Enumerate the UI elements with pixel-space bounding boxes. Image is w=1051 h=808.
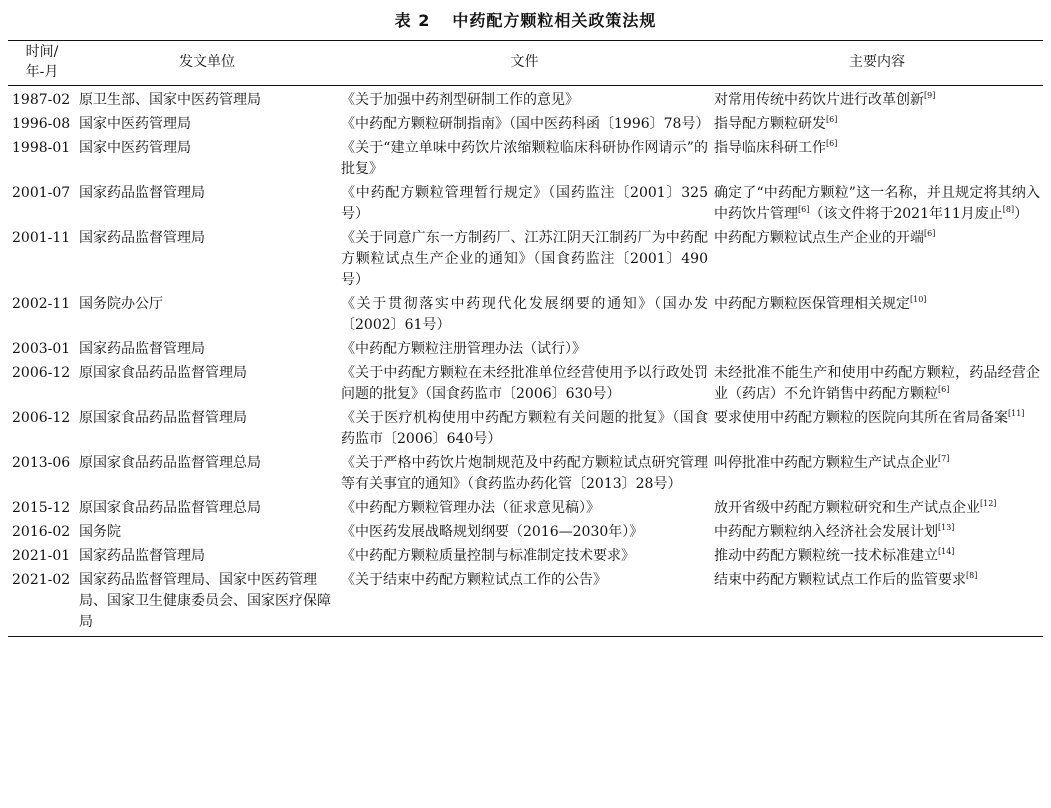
cell-document: 《关于结束中药配方颗粒试点工作的公告》 <box>338 569 711 637</box>
table-row <box>8 182 1043 227</box>
reference-mark: [10] <box>910 295 927 304</box>
cell-document: 《关于同意广东一方制药厂、江苏江阴天江制药厂为中药配方颗粒试点生产企业的通知》（国食药监注〔2001〕490号） <box>341 230 708 288</box>
policy-table <box>8 40 1043 637</box>
cell-issuer: 原国家食品药品监督管理总局 <box>79 455 261 471</box>
reference-mark: [6] <box>798 205 810 214</box>
cell-issuer: 国务院 <box>79 524 121 540</box>
content-text: 中药配方颗粒医保管理相关规定 <box>714 296 910 312</box>
cell-issuer: 原卫生部、国家中医药管理局 <box>79 92 261 108</box>
header-content: 主要内容 <box>711 41 1043 86</box>
table-row <box>8 497 1043 521</box>
cell-date: 1996-08 <box>12 116 71 132</box>
cell-date: 2015-12 <box>12 500 71 516</box>
cell-issuer: 国家药品监督管理局 <box>79 341 205 357</box>
reference-mark: [6] <box>826 115 838 124</box>
cell-date: 2021-02 <box>8 569 76 637</box>
cell-date: 2001-07 <box>12 185 71 201</box>
content-text: 要求使用中药配方颗粒的医院向其所在省局备案 <box>714 410 1008 426</box>
cell-issuer: 原国家食品药品监督管理局 <box>79 365 247 381</box>
cell-content <box>711 182 1043 227</box>
cell-content <box>711 86 1043 114</box>
reference-mark: [11] <box>1008 409 1025 418</box>
reference-mark: [7] <box>938 454 950 463</box>
content-text: 推动中药配方颗粒统一技术标准建立 <box>714 548 938 564</box>
content-text: 叫停批准中药配方颗粒生产试点企业 <box>714 455 938 471</box>
header-issuer: 发文单位 <box>76 41 338 86</box>
cell-content <box>711 521 1043 545</box>
reference-mark: [8] <box>966 571 978 580</box>
cell-document: 《关于严格中药饮片炮制规范及中药配方颗粒试点研究管理等有关事宜的通知》（食药监办药化管〔2013〕28号） <box>341 455 708 492</box>
content-text: 确定了“中药配方颗粒”这一名称，并且规定将其纳入中药饮片管理 <box>714 185 1040 222</box>
header-document: 文件 <box>338 41 711 86</box>
cell-content <box>711 227 1043 293</box>
cell-content <box>711 569 1043 637</box>
cell-document: 《关于中药配方颗粒在未经批准单位经营使用予以行政处罚问题的批复》（国食药监市〔2006〕630号） <box>341 365 708 402</box>
cell-issuer: 原国家食品药品监督管理局 <box>79 410 247 426</box>
cell-document: 《关于加强中药剂型研制工作的意见》 <box>341 92 579 108</box>
cell-content <box>711 407 1043 452</box>
content-text: 中药配方颗粒试点生产企业的开端 <box>714 230 924 246</box>
reference-mark: [8] <box>1002 205 1015 214</box>
cell-date: 1987-02 <box>12 92 71 108</box>
cell-date: 2013-06 <box>12 455 71 471</box>
cell-issuer: 国家药品监督管理局、国家中医药管理局、国家卫生健康委员会、国家医疗保障局 <box>76 569 338 637</box>
cell-document: 《中药配方颗粒研制指南》（国中医药科函〔1996〕78号） <box>341 116 710 132</box>
cell-content <box>711 497 1043 521</box>
cell-date: 2003-01 <box>12 341 71 357</box>
cell-document: 《中药配方颗粒管理办法（征求意见稿）》 <box>341 500 600 516</box>
content-text: 未经批准不能生产和使用中药配方颗粒，药品经营企业（药店）不允许销售中药配方颗粒 <box>714 365 1040 402</box>
cell-issuer: 原国家食品药品监督管理总局 <box>79 500 261 516</box>
reference-mark: [12] <box>980 499 997 508</box>
reference-mark: [6] <box>826 139 838 148</box>
cell-document: 《关于“建立单味中药饮片浓缩颗粒临床科研协作网请示”的批复》 <box>341 140 708 177</box>
content-text: 放开省级中药配方颗粒研究和生产试点企业 <box>714 500 980 516</box>
table-row <box>8 113 1043 137</box>
cell-issuer: 国家药品监督管理局 <box>79 230 205 246</box>
table-row <box>8 86 1043 114</box>
table-title: 中药配方颗粒相关政策法规 <box>452 11 657 30</box>
cell-date: 2006-12 <box>12 410 71 426</box>
cell-issuer: 国务院办公厅 <box>79 296 163 312</box>
cell-document: 《中医药发展战略规划纲要（2016—2030年）》 <box>341 524 644 540</box>
content-text: 对常用传统中药饮片进行改革创新 <box>714 92 924 108</box>
table-row <box>8 545 1043 569</box>
table-label: 表 2 <box>394 11 431 30</box>
header-date-line2: 年-月 <box>25 64 59 80</box>
cell-content <box>711 545 1043 569</box>
table-header-row <box>8 41 1043 86</box>
reference-mark: [14] <box>938 547 955 556</box>
cell-issuer: 国家药品监督管理局 <box>79 548 205 564</box>
table-caption <box>0 8 1051 31</box>
table-row <box>8 407 1043 452</box>
cell-document: 《中药配方颗粒质量控制与标准制定技术要求》 <box>341 548 635 564</box>
cell-content <box>711 452 1043 497</box>
header-date-line1: 时间/ <box>25 44 59 60</box>
table-row <box>8 338 1043 362</box>
cell-date: 2002-11 <box>12 296 71 312</box>
cell-document: 《中药配方颗粒注册管理办法（试行）》 <box>341 341 586 357</box>
cell-content <box>711 338 1043 362</box>
content-text-after: （该文件将于2021年11月废止 <box>809 206 1003 222</box>
table-body <box>8 86 1043 637</box>
table-row <box>8 452 1043 497</box>
table-row <box>8 521 1043 545</box>
content-text: 指导配方颗粒研发 <box>714 116 826 132</box>
reference-mark: [13] <box>938 523 955 532</box>
content-text: 结束中药配方颗粒试点工作后的监管要求 <box>714 572 966 588</box>
header-date <box>8 41 76 86</box>
table-row <box>8 569 1043 637</box>
cell-date: 2016-02 <box>12 524 71 540</box>
cell-document: 《关于贯彻落实中药现代化发展纲要的通知》（国办发〔2002〕61号） <box>341 296 708 333</box>
cell-date: 2006-12 <box>12 365 71 381</box>
cell-document: 《关于医疗机构使用中药配方颗粒有关问题的批复》（国食药监市〔2006〕640号） <box>341 410 708 447</box>
table-row <box>8 293 1043 338</box>
reference-mark: [6] <box>938 385 950 394</box>
cell-issuer: 国家中医药管理局 <box>79 140 191 156</box>
table-row <box>8 362 1043 407</box>
content-text-end: ） <box>1014 206 1029 222</box>
cell-issuer: 国家药品监督管理局 <box>79 185 205 201</box>
content-text: 中药配方颗粒纳入经济社会发展计划 <box>714 524 938 540</box>
cell-content <box>711 137 1043 182</box>
table-row <box>8 227 1043 293</box>
cell-date: 2001-11 <box>12 230 71 246</box>
cell-date: 2021-01 <box>12 548 71 564</box>
cell-content <box>711 293 1043 338</box>
cell-content <box>711 113 1043 137</box>
content-text: 指导临床科研工作 <box>714 140 826 156</box>
cell-date: 1998-01 <box>12 140 71 156</box>
cell-issuer: 国家中医药管理局 <box>79 116 191 132</box>
cell-content <box>711 362 1043 407</box>
cell-document: 《中药配方颗粒管理暂行规定》（国药监注〔2001〕325号） <box>341 185 708 222</box>
reference-mark: [6] <box>924 229 936 238</box>
reference-mark: [9] <box>924 91 936 100</box>
table-row <box>8 137 1043 182</box>
